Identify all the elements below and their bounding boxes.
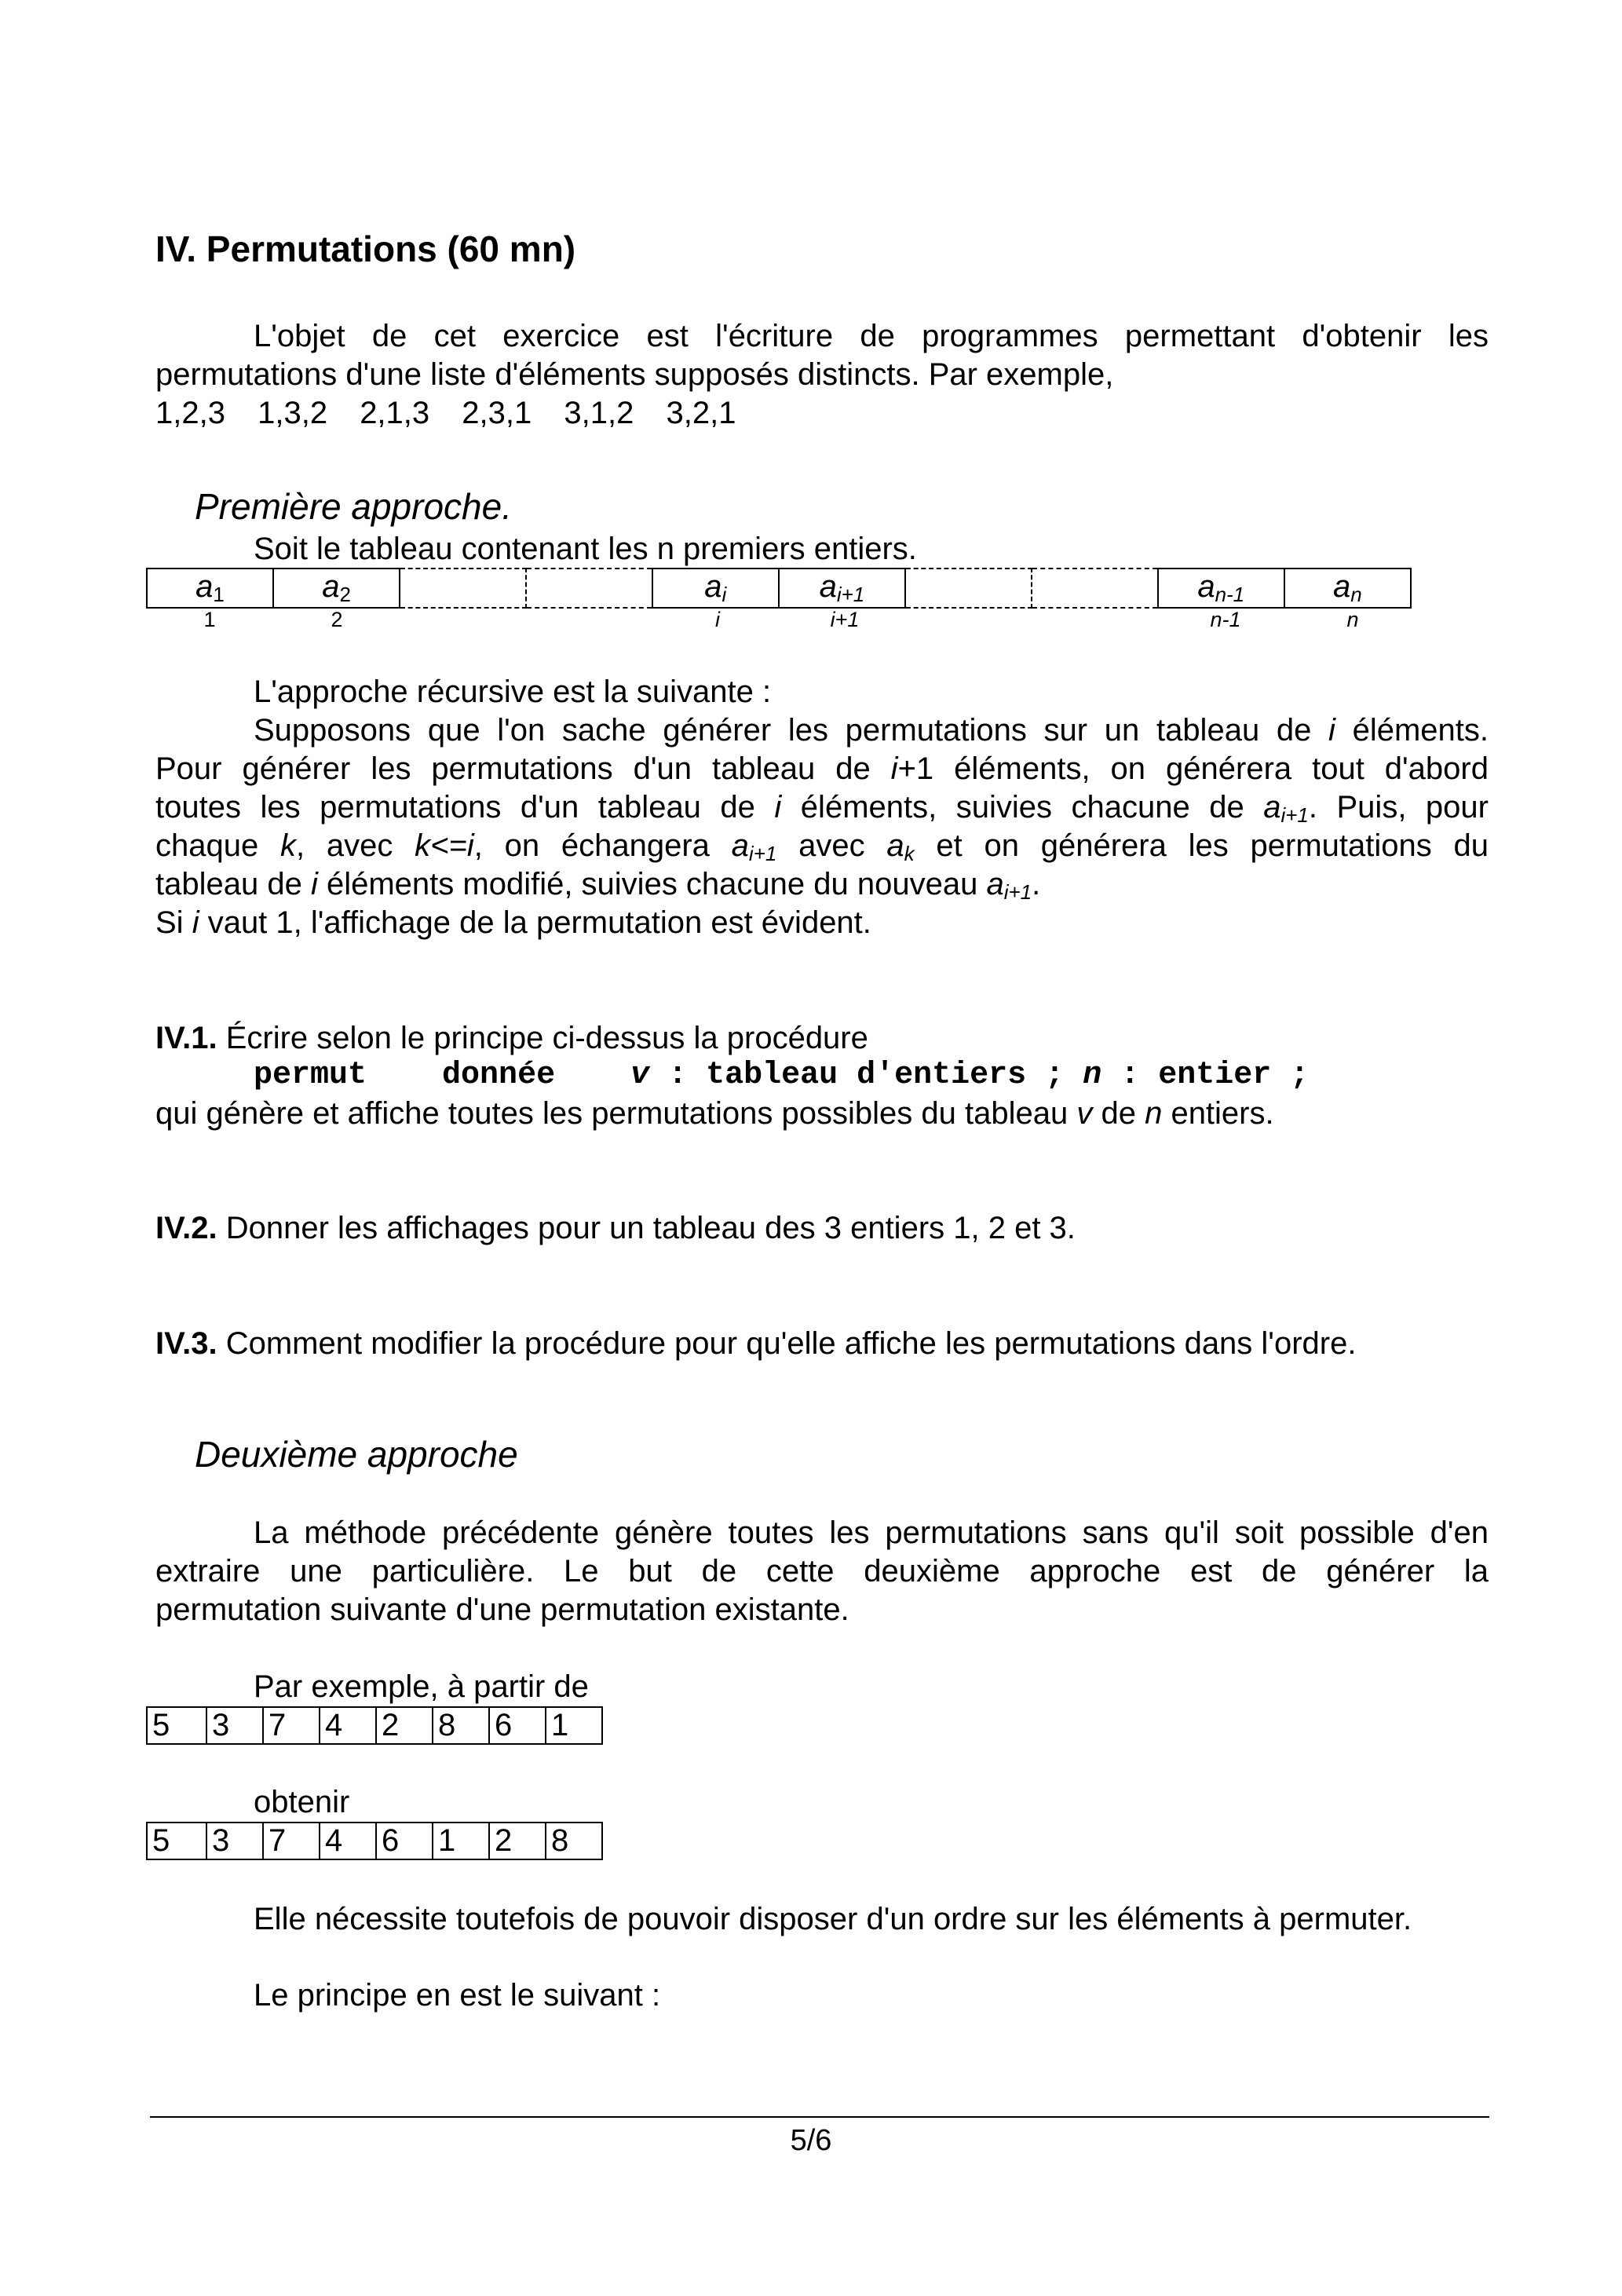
intro-examples: [155, 394, 736, 433]
recursive-line-4: chaque k, avec k<=i, on échangera $a_{i+1}$ avec $a_k$ et on générera les permutations du: [155, 828, 1489, 865]
example-cell: 4: [320, 1707, 376, 1744]
array-index-label: i+1: [830, 608, 860, 631]
example-cell: 6: [376, 1823, 433, 1859]
question-label: IV.3.: [155, 1326, 217, 1361]
approach2-line-2: extraire une particulière. Le but de cette deuxième approche est de générer la: [155, 1554, 1489, 1589]
example-permutation: 2,3,1: [462, 396, 532, 430]
order-note: Elle nécessite toutefois de pouvoir disposer d'un ordre sur les éléments à permuter.: [254, 1902, 1412, 1936]
example-cell: 7: [263, 1823, 320, 1859]
example-permutation: 3,2,1: [666, 396, 736, 430]
table-caption: Soit le tableau contenant les n premiers entiers.: [254, 532, 917, 566]
recursive-line-6: Si i vaut 1, l'affichage de la permutation est évident.: [155, 905, 871, 940]
example-cell: 6: [489, 1707, 546, 1744]
procedure-signature: permut donnée v : tableau d'entiers ; n : entier ;: [254, 1058, 1310, 1093]
recursive-line-5: tableau de i éléments modifié, suivies chacune du nouveau $a_{i+1}$.: [155, 867, 1041, 904]
example-cell: 1: [546, 1707, 602, 1744]
array-cell: a2: [273, 569, 400, 608]
example-cell: 1: [433, 1823, 489, 1859]
section-title-second-approach: Deuxième approche: [195, 1434, 518, 1475]
array-cell: an: [1284, 569, 1411, 608]
example-cell: 2: [489, 1823, 546, 1859]
array-index-label: n: [1346, 608, 1359, 631]
recursive-line-3: toutes les permutations d'un tableau de i éléments, suivies chacune de $a_{i+1}$. Puis, pour: [155, 790, 1489, 827]
intro-line-1: L'objet de cet exercice est l'écriture de programmes permettant d'obtenir les: [254, 319, 1489, 353]
example-cell: 5: [147, 1707, 206, 1744]
array-index-label: i: [715, 608, 720, 631]
example-cell: 5: [147, 1823, 206, 1859]
array-index-label: n-1: [1210, 608, 1241, 631]
recursive-line-2: Pour générer les permutations d'un tableau de i+1 éléments, on générera tout d'abord: [155, 751, 1489, 786]
array-cell-ellipsis: [526, 569, 652, 608]
section-title-first-approach: Première approche.: [195, 486, 512, 527]
example-cell: 8: [546, 1823, 602, 1859]
example-permutation: 2,1,3: [360, 396, 430, 430]
array-cell: ai: [652, 569, 779, 608]
array-cell-ellipsis: [400, 569, 526, 608]
generic-array-table: [146, 568, 1412, 609]
recursive-line-1: Supposons que l'on sache générer les permutations sur un tableau de i éléments.: [254, 713, 1489, 748]
example-permutation: 1,3,2: [258, 396, 328, 430]
example-to-label: obtenir: [254, 1785, 350, 1819]
recursive-intro: L'approche récursive est la suivante :: [254, 675, 772, 709]
page-number: 5/6: [790, 2124, 832, 2157]
example-cell: 4: [320, 1823, 376, 1859]
example-permutation: 1,2,3: [155, 396, 225, 430]
array-index-label: 1: [203, 608, 216, 631]
example-cell: 8: [433, 1707, 489, 1744]
example-permutation: 3,1,2: [564, 396, 634, 430]
array-index-label: 2: [331, 608, 343, 631]
question-label: IV.1.: [155, 1021, 217, 1055]
exercise-heading: IV. Permutations (60 mn): [155, 229, 576, 269]
intro-line-2: permutations d'une liste d'éléments supposés distincts. Par exemple,: [155, 357, 1114, 392]
question-iv3: IV.3. Comment modifier la procédure pour qu'elle affiche les permutations dans l'ordre.: [155, 1326, 1357, 1361]
question-iv1-line-3: qui génère et affiche toutes les permutations possibles du tableau v de n entiers.: [155, 1096, 1274, 1131]
array-cell-ellipsis: [1032, 569, 1158, 608]
example-cell: 3: [206, 1823, 263, 1859]
footer-rule: [150, 2116, 1489, 2118]
approach2-line-3: permutation suivante d'une permutation existante.: [155, 1592, 849, 1627]
principle-intro: Le principe en est le suivant :: [254, 1978, 661, 2013]
approach2-line-1: La méthode précédente génère toutes les permutations sans qu'il soit possible d'en: [254, 1515, 1489, 1550]
array-cell: an-1: [1158, 569, 1284, 608]
example-cell: 2: [376, 1707, 433, 1744]
question-label: IV.2.: [155, 1211, 217, 1245]
example-cell: 3: [206, 1707, 263, 1744]
question-iv2: IV.2. Donner les affichages pour un tableau des 3 entiers 1, 2 et 3.: [155, 1211, 1076, 1245]
example-cell: 7: [263, 1707, 320, 1744]
question-iv1: IV.1. Écrire selon le principe ci-dessus la procédure: [155, 1021, 868, 1055]
example-to-table: [146, 1822, 603, 1860]
example-from-table: [146, 1706, 603, 1745]
array-cell: ai+1: [779, 569, 905, 608]
array-cell-ellipsis: [905, 569, 1032, 608]
array-cell: a1: [147, 569, 273, 608]
example-from-label: Par exemple, à partir de: [254, 1669, 589, 1704]
